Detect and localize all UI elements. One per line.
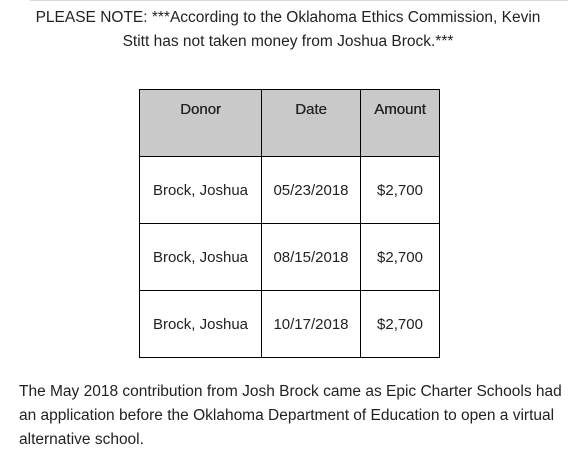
note-line-2: Stitt has not taken money from Joshua Brock.*** bbox=[122, 33, 454, 50]
cell-amount: $2,700 bbox=[361, 157, 440, 224]
header-donor: Donor bbox=[140, 90, 262, 157]
cell-date: 05/23/2018 bbox=[262, 157, 361, 224]
cell-donor: Brock, Joshua bbox=[140, 157, 262, 224]
cell-donor: Brock, Joshua bbox=[140, 224, 262, 291]
donations-table bbox=[139, 89, 440, 358]
table-row bbox=[140, 157, 440, 224]
cell-date: 08/15/2018 bbox=[262, 224, 361, 291]
cell-date: 10/17/2018 bbox=[262, 291, 361, 358]
cell-donor: Brock, Joshua bbox=[140, 291, 262, 358]
note-text bbox=[0, 6, 576, 54]
body-paragraph: The May 2018 contribution from Josh Brock came as Epic Charter Schools had an application before the Oklahoma Department of Education to open a virtual alternative school. bbox=[19, 383, 562, 448]
header-amount: Amount bbox=[361, 90, 440, 157]
cell-amount: $2,700 bbox=[361, 291, 440, 358]
note-line-1: PLEASE NOTE: ***According to the Oklahoma Ethics Commission, Kevin bbox=[35, 9, 541, 26]
table-row bbox=[140, 291, 440, 358]
header-date: Date bbox=[262, 90, 361, 157]
table-row bbox=[140, 224, 440, 291]
cell-amount: $2,700 bbox=[361, 224, 440, 291]
top-divider bbox=[30, 0, 568, 1]
table-header-row bbox=[140, 90, 440, 157]
